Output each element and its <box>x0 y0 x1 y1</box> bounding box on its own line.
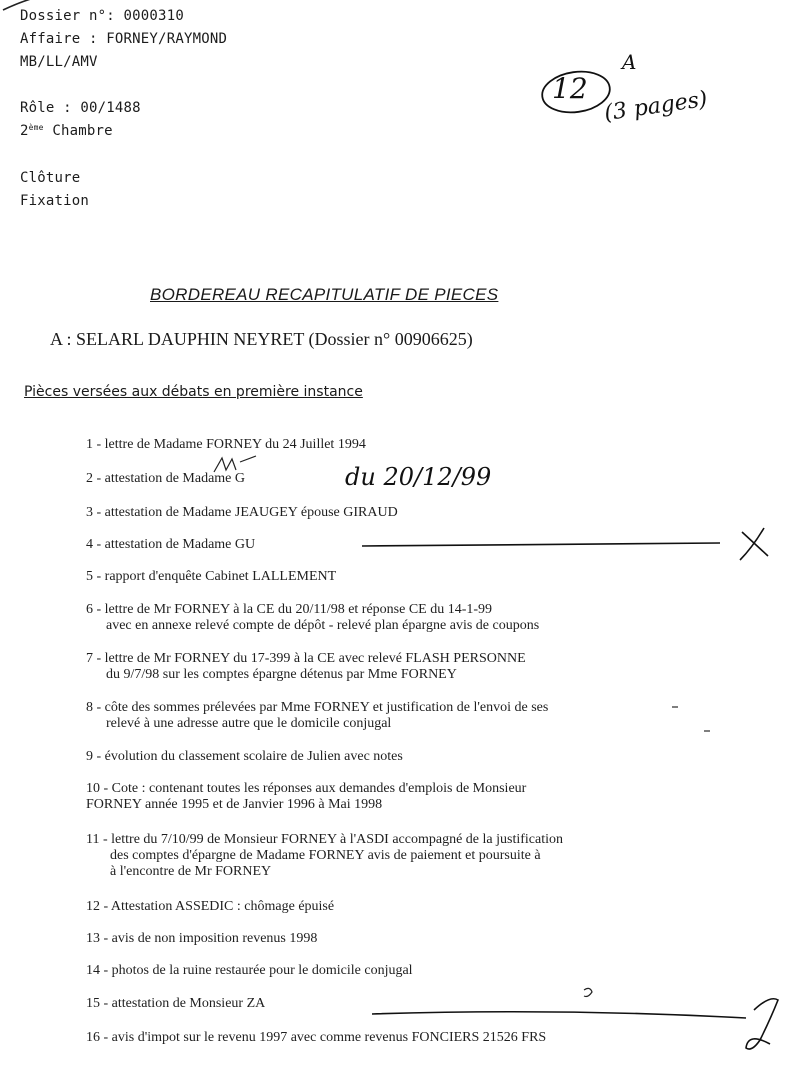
dash-mark-item-8 <box>672 707 710 731</box>
item-text: 4 - attestation de Madame GU <box>86 537 256 552</box>
item-text: 9 - évolution du classement scolaire de Julien avec notes <box>86 749 403 764</box>
item-text-continuation: FORNEY année 1995 et de Janvier 1996 à Mai 1998 <box>86 797 383 812</box>
item-text: 14 - photos de la ruine restaurée pour le domicile conjugal <box>86 963 413 978</box>
initials-scribble <box>214 456 256 472</box>
dossier-number: Dossier n°: 0000310 <box>20 8 184 24</box>
item-text: 11 - lettre du 7/10/99 de Monsieur FORNEY à l'ASDI accompagné de la justification <box>86 832 563 847</box>
item-text: 5 - rapport d'enquête Cabinet LALLEMENT <box>86 569 337 584</box>
affaire-line: Affaire : FORNEY/RAYMOND <box>20 31 228 47</box>
strike-line-item-15 <box>372 1012 746 1018</box>
item-text-continuation: relevé à une adresse autre que le domicile conjugal <box>106 716 392 731</box>
item-text-continuation: des comptes d'épargne de Madame FORNEY avis de paiement et poursuite à <box>110 848 541 863</box>
item-text: 3 - attestation de Madame JEAUGEY épouse GIRAUD <box>86 505 398 520</box>
item-text: 16 - avis d'impot sur le revenu 1997 avec comme revenus FONCIERS 21526 FRS <box>86 1030 547 1045</box>
document-title: BORDEREAU RECAPITULATIF DE PIECES <box>150 285 499 304</box>
chambre-number: 2 <box>20 123 29 139</box>
item-text: 7 - lettre de Mr FORNEY du 17-399 à la CE avec relevé FLASH PERSONNE <box>86 651 526 666</box>
cloture-label: Clôture <box>20 170 81 186</box>
role-line: Rôle : 00/1488 <box>20 100 141 116</box>
item-text: 6 - lettre de Mr FORNEY à la CE du 20/11/98 et réponse CE du 14-1-99 <box>86 602 493 617</box>
section-heading: Pièces versées aux débats en première instance <box>24 384 363 400</box>
reference-line: MB/LL/AMV <box>20 54 98 70</box>
page-mark-number: 12 <box>552 72 588 105</box>
addressee-line: A : SELARL DAUPHIN NEYRET (Dossier n° 00906625) <box>50 329 473 349</box>
handwritten-date: du 20/12/99 <box>345 463 492 491</box>
item-text: 10 - Cote : contenant toutes les réponses aux demandes d'emplois de Monsieur <box>86 781 527 796</box>
item-text: 1 - lettre de Madame FORNEY du 24 Juillet 1994 <box>86 437 366 452</box>
item-text: 2 - attestation de Madame G <box>86 471 246 486</box>
page-number-circle <box>540 67 613 116</box>
strike-line-item-4 <box>362 543 720 546</box>
page-mark-pages: (3 pages) <box>602 86 709 127</box>
small-scribble-item-15 <box>584 988 592 996</box>
item-text-continuation: à l'encontre de Mr FORNEY <box>110 864 272 879</box>
cross-mark-item-4 <box>740 528 768 560</box>
fixation-label: Fixation <box>20 193 90 209</box>
item-text-continuation: avec en annexe relevé compte de dépôt - relevé plan épargne avis de coupons <box>106 618 540 633</box>
item-text: 8 - côte des sommes prélevées par Mme FORNEY et justification de l'envoi de ses <box>86 700 549 715</box>
page-mark-letter: A <box>622 50 637 74</box>
item-text-continuation: du 9/7/98 sur les comptes épargne détenus par Mme FORNEY <box>106 667 457 682</box>
chambre-label: Chambre <box>43 123 113 139</box>
corner-tick-mark <box>3 0 34 10</box>
cross-mark-item-15 <box>746 999 778 1049</box>
item-text: 15 - attestation de Monsieur ZA <box>86 996 266 1011</box>
item-text: 12 - Attestation ASSEDIC : chômage épuisé <box>86 899 335 914</box>
chambre-superscript: ème <box>28 123 44 132</box>
item-text: 13 - avis de non imposition revenus 1998 <box>86 931 318 946</box>
